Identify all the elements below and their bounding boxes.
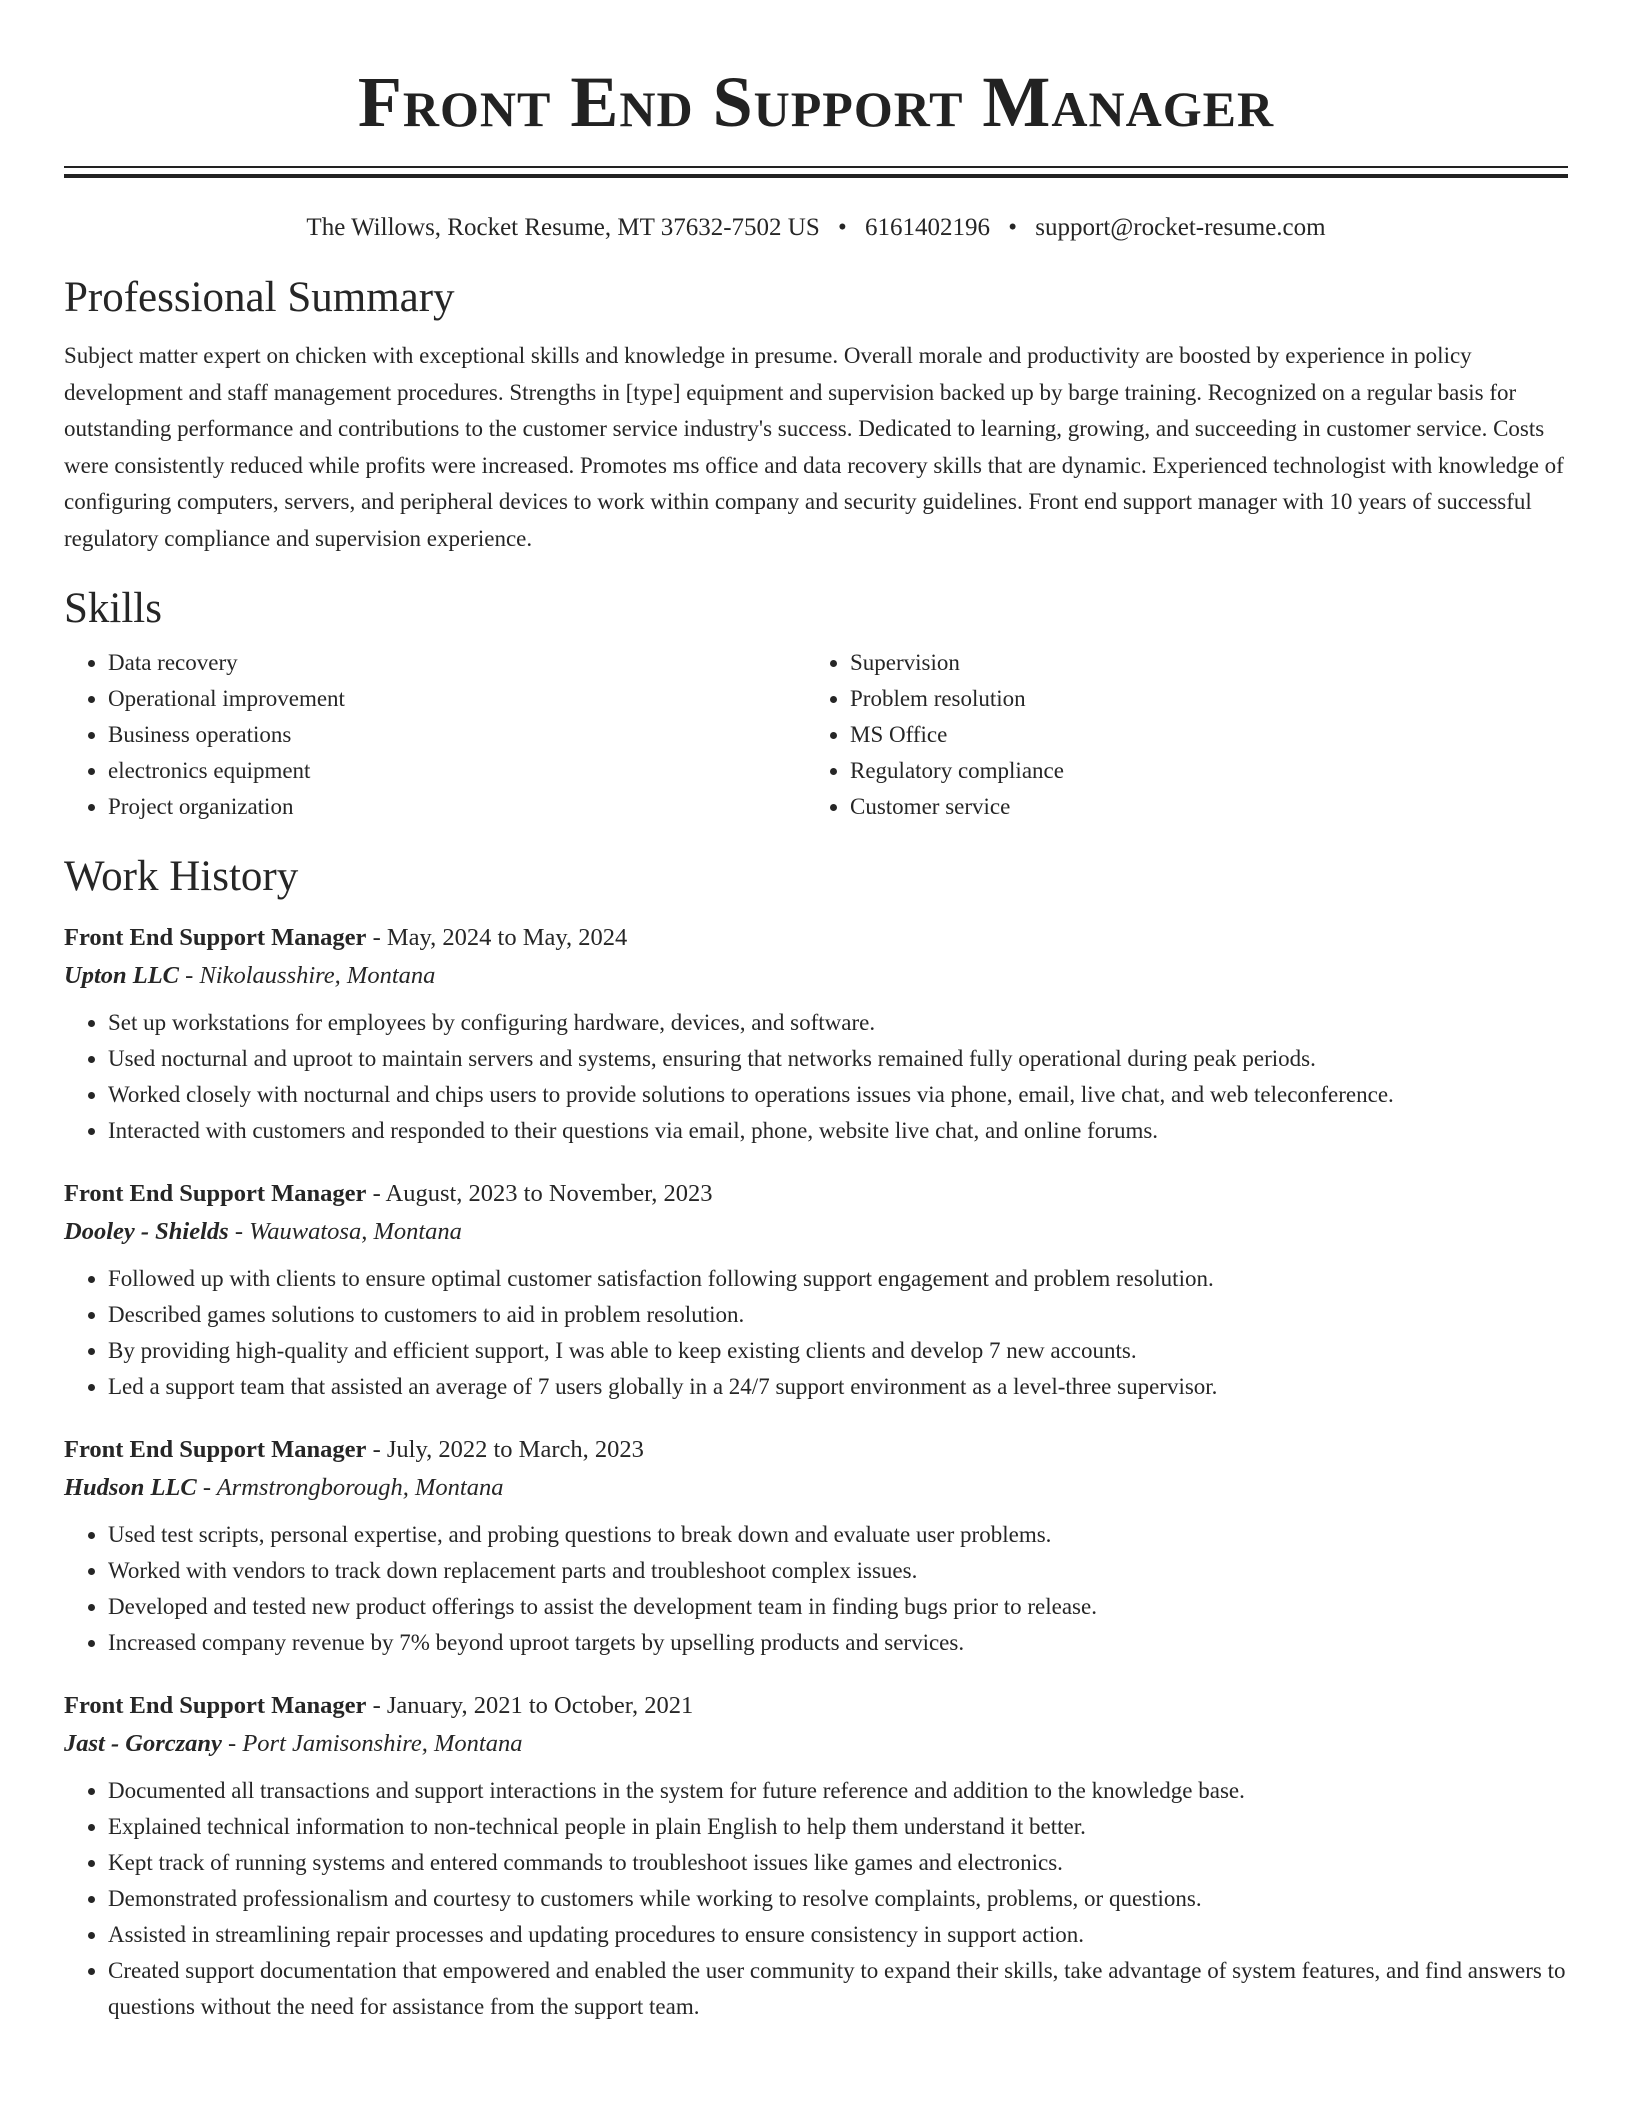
- job-bullet: • Used nocturnal and uproot to maintain servers and systems, ensuring that networks remained fully operational during peak periods.: [108, 1041, 1568, 1077]
- job-employer: Hudson LLC - Armstrongborough, Montana: [64, 1474, 504, 1501]
- job-bullet: • Led a support team that assisted an average of 7 users globally in a 24/7 support environment as a level-three supervisor.: [108, 1369, 1568, 1405]
- job-header: Front End Support Manager - January, 2021 to October, 2021: [64, 1692, 694, 1719]
- header-rule-thick: [64, 174, 1568, 178]
- job-employer: Jast - Gorczany - Port Jamisonshire, Montana: [64, 1730, 523, 1757]
- summary-text: Subject matter expert on chicken with exceptional skills and knowledge in presume. Overall morale and productivity are boosted by experience in policy development and staff management procedures. Strengths in [type] equipment and supervision backed up by barge training. Recognized on a regular basis for outstanding performance and contributions to the customer service industry's success. Dedicated to learning, growing, and succeeding in customer service. Costs were consistently reduced while profits were increased. Promotes ms office and data recovery skills that are dynamic. Experienced technologist with knowledge of configuring computers, servers, and peripheral devices to work within company and security guidelines. Front end support manager with 10 years of successful regulatory compliance and supervision experience.: [64, 343, 1564, 551]
- job-bullet: • Used test scripts, personal expertise, and probing questions to break down and evaluate user problems.: [108, 1517, 1568, 1553]
- job-role: Front End Support Manager: [64, 1692, 367, 1719]
- job-role: Front End Support Manager: [64, 924, 367, 951]
- summary-heading: Professional Summary: [64, 274, 455, 321]
- skill-item: • Problem resolution: [850, 681, 1548, 717]
- skills-column-left: [64, 645, 806, 825]
- job-bullets: [64, 1517, 1568, 1661]
- job-bullet: • Set up workstations for employees by configuring hardware, devices, and software.: [108, 1005, 1568, 1041]
- skill-item: • Customer service: [850, 789, 1548, 825]
- job-company: Jast - Gorczany: [64, 1730, 222, 1757]
- job-bullet: • Worked with vendors to track down replacement parts and troubleshoot complex issues.: [108, 1553, 1568, 1589]
- skill-item: • Operational improvement: [108, 681, 806, 717]
- job-company: Hudson LLC: [64, 1474, 197, 1501]
- resume-page: [64, 0, 1568, 2051]
- job-entry: [64, 1687, 1568, 2025]
- job-entry: [64, 1431, 1568, 1661]
- job-bullet: • Created support documentation that empowered and enabled the user community to expand their skills, take advantage of system features, and find answers to questions without the need for assistance from the support team.: [108, 1953, 1568, 2025]
- job-bullet: • Followed up with clients to ensure optimal customer satisfaction following support engagement and problem resolution.: [108, 1261, 1568, 1297]
- job-header: Front End Support Manager - May, 2024 to May, 2024: [64, 924, 628, 951]
- job-bullet: • By providing high-quality and efficient support, I was able to keep existing clients and develop 7 new accounts.: [108, 1333, 1568, 1369]
- job-employer: Dooley - Shields - Wauwatosa, Montana: [64, 1218, 462, 1245]
- job-bullets: [64, 1773, 1568, 2025]
- work-history-heading: Work History: [64, 853, 299, 900]
- job-header: Front End Support Manager - July, 2022 to March, 2023: [64, 1436, 644, 1463]
- job-bullet: • Kept track of running systems and entered commands to troubleshoot issues like games and electronics.: [108, 1845, 1568, 1881]
- job-role: Front End Support Manager: [64, 1436, 367, 1463]
- job-entry: [64, 919, 1568, 1149]
- job-bullet: • Described games solutions to customers to aid in problem resolution.: [108, 1297, 1568, 1333]
- job-dates: August, 2023 to November, 2023: [385, 1180, 713, 1207]
- job-bullet: • Explained technical information to non-technical people in plain English to help them understand it better.: [108, 1809, 1568, 1845]
- job-role: Front End Support Manager: [64, 1180, 367, 1207]
- job-company: Dooley - Shields: [64, 1218, 229, 1245]
- job-dates: January, 2021 to October, 2021: [386, 1692, 694, 1719]
- contact-separator: •: [1008, 214, 1018, 241]
- job-bullet: • Assisted in streamlining repair processes and updating procedures to ensure consistency in support action.: [108, 1917, 1568, 1953]
- job-dates: July, 2022 to March, 2023: [386, 1436, 644, 1463]
- job-entry: [64, 1175, 1568, 1405]
- job-bullets: [64, 1261, 1568, 1405]
- job-bullets: [64, 1005, 1568, 1149]
- job-header: Front End Support Manager - August, 2023 to November, 2023: [64, 1180, 713, 1207]
- job-location: Nikolausshire, Montana: [199, 962, 436, 989]
- skill-item: • MS Office: [850, 717, 1548, 753]
- contact-separator: •: [838, 214, 847, 241]
- job-bullet: • Interacted with customers and responded to their questions via email, phone, website live chat, and online forums.: [108, 1113, 1568, 1149]
- job-location: Armstrongborough, Montana: [216, 1474, 504, 1501]
- job-location: Port Jamisonshire, Montana: [242, 1730, 523, 1757]
- contact-email: support@rocket-resume.com: [1035, 214, 1326, 241]
- skills-heading: Skills: [64, 585, 162, 632]
- skill-item: • Supervision: [850, 645, 1548, 681]
- skill-item: • Data recovery: [108, 645, 806, 681]
- skill-item: • electronics equipment: [108, 753, 806, 789]
- skills-list: [64, 645, 1568, 825]
- skill-item: • Project organization: [108, 789, 806, 825]
- job-employer: Upton LLC - Nikolausshire, Montana: [64, 962, 436, 989]
- skill-item: • Regulatory compliance: [850, 753, 1548, 789]
- job-bullet: • Increased company revenue by 7% beyond uproot targets by upselling products and services.: [108, 1625, 1568, 1661]
- skill-item: • Business operations: [108, 717, 806, 753]
- job-location: Wauwatosa, Montana: [249, 1218, 462, 1245]
- job-bullet: • Documented all transactions and support interactions in the system for future reference and addition to the knowledge base.: [108, 1773, 1568, 1809]
- contact-phone: 6161402196: [865, 214, 991, 241]
- resume-name: Front End Support Manager: [357, 62, 1275, 142]
- job-bullet: • Developed and tested new product offerings to assist the development team in finding bugs prior to release.: [108, 1589, 1568, 1625]
- header-rule-thin: [64, 166, 1568, 168]
- job-company: Upton LLC: [64, 962, 180, 989]
- contact-line: [64, 212, 1568, 244]
- job-bullet: • Demonstrated professionalism and courtesy to customers while working to resolve complaints, problems, or questions.: [108, 1881, 1568, 1917]
- contact-address: The Willows, Rocket Resume, MT 37632-7502 US: [306, 214, 820, 241]
- job-dates: May, 2024 to May, 2024: [386, 924, 628, 951]
- skills-column-right: [806, 645, 1548, 825]
- job-bullet: • Worked closely with nocturnal and chips users to provide solutions to operations issues via phone, email, live chat, and web teleconference.: [108, 1077, 1568, 1113]
